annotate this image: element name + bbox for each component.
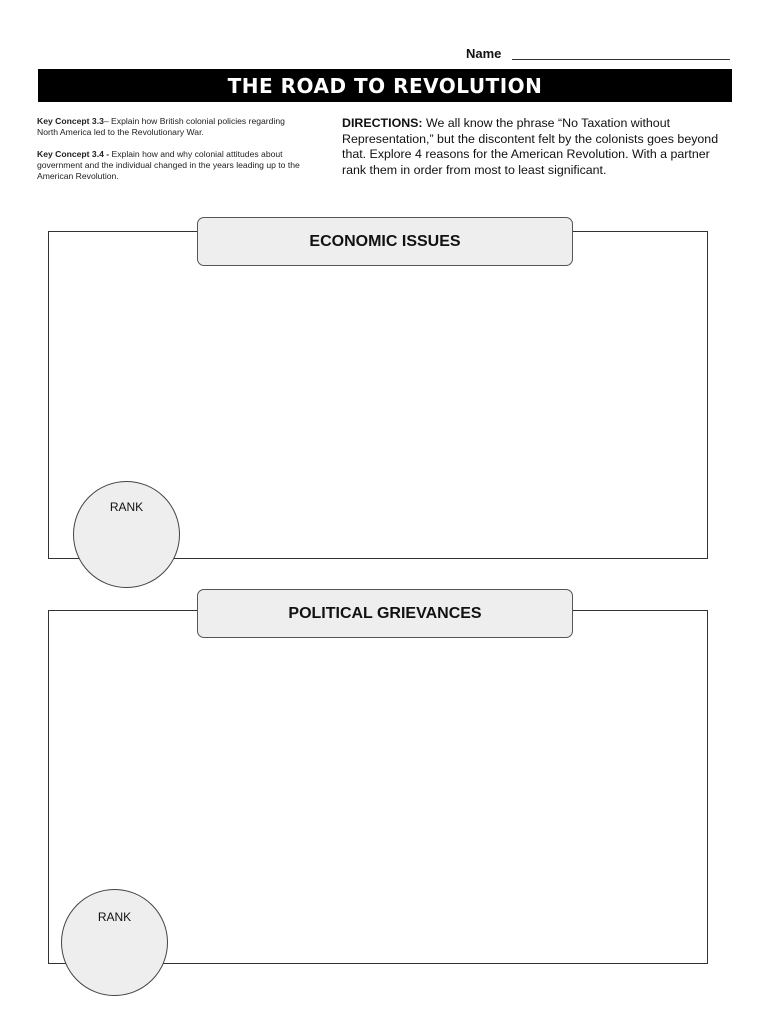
section-title: ECONOMIC ISSUES: [309, 232, 461, 250]
key-concept-text: Explain how and why colonial attitudes about government and the individual changed in the years leading up to the American Revolution.: [37, 149, 300, 181]
title-bar: [38, 69, 732, 102]
directions-label: DIRECTIONS:: [342, 116, 423, 130]
rank-label: RANK: [97, 910, 132, 924]
directions: [342, 116, 734, 178]
directions-text: We all know the phrase “No Taxation without Representation,” but the discontent felt by the colonists goes beyond that. Explore 4 reasons for the American Revolution. With a partner rank them in order from most to least significant.: [342, 116, 719, 177]
key-concepts: [37, 116, 307, 193]
key-concept-3-3: [37, 116, 307, 138]
economic-rank-circle[interactable]: [73, 481, 180, 588]
key-concept-3-4: [37, 149, 307, 182]
key-concept-label: Key Concept 3.3: [37, 116, 104, 126]
name-label: Name: [466, 46, 502, 61]
page-title: THE ROAD TO REVOLUTION: [227, 73, 543, 98]
political-grievances-header: [197, 589, 573, 638]
section-title: POLITICAL GRIEVANCES: [288, 604, 482, 622]
political-rank-circle[interactable]: [61, 889, 168, 996]
name-row: [466, 45, 732, 63]
rank-label: RANK: [109, 500, 144, 514]
key-concept-label: Key Concept 3.4 -: [37, 149, 110, 159]
name-line[interactable]: [512, 59, 730, 60]
key-concept-text: – Explain how British colonial policies regarding North America led to the Revolutionary War.: [37, 116, 285, 137]
economic-issues-header: [197, 217, 573, 266]
